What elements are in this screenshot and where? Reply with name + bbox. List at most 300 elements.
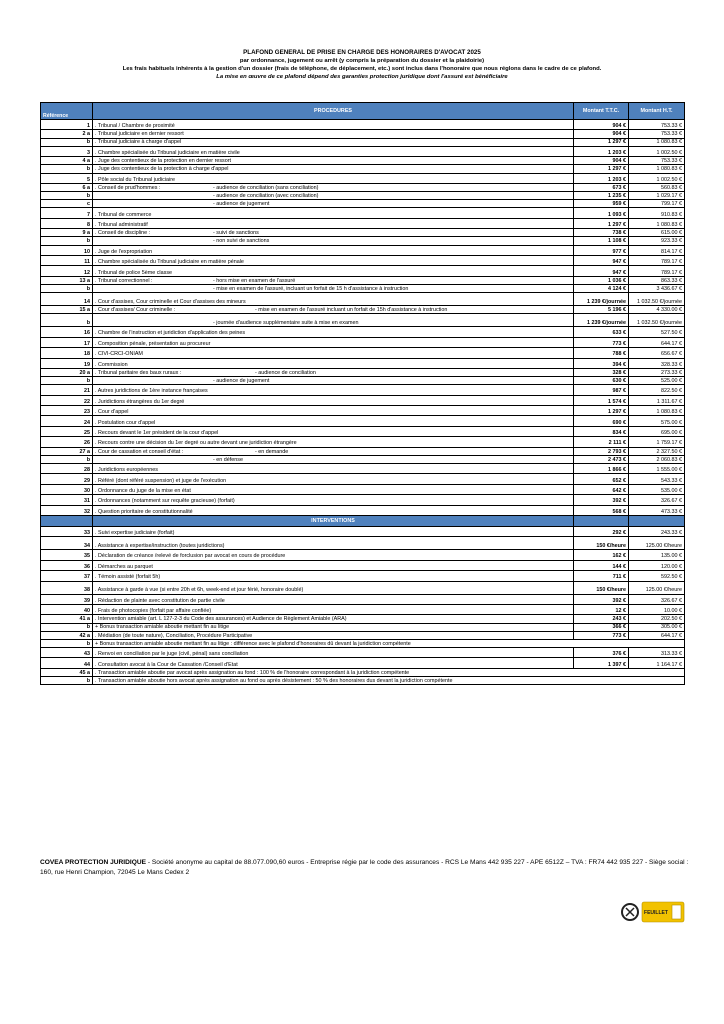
row-sublabel: - audience de conciliation (avec conciliation) xyxy=(213,193,319,199)
row-label: . Cour de cassation et conseil d'état : xyxy=(95,448,184,455)
row-amount-ht: 326.67 € xyxy=(629,495,685,505)
row-sublabel: - audience de jugement xyxy=(213,378,270,385)
row-label: . Tribunal judiciaire à charge d'appel xyxy=(95,139,182,146)
row-description xyxy=(93,581,574,594)
row-amount-ttc: 328 € xyxy=(574,368,629,376)
table-row xyxy=(41,266,685,276)
row-amount-ht: 863.33 € xyxy=(629,276,685,284)
table-row xyxy=(41,505,685,515)
row-amount-ttc: 1 239 €/journée xyxy=(574,293,629,306)
row-reference: 9 a xyxy=(41,229,93,237)
table-row xyxy=(41,560,685,570)
row-label: . Composition pénale, présentation au procureur xyxy=(95,340,211,347)
table-row xyxy=(41,293,685,306)
row-reference: 6 a xyxy=(41,183,93,191)
row-description xyxy=(93,146,574,156)
row-sublabel: - suivi de sanctions xyxy=(213,230,259,237)
row-amount-ht: 10.00 € xyxy=(629,604,685,614)
row-description xyxy=(93,138,574,146)
table-row xyxy=(41,120,685,130)
row-description xyxy=(93,327,574,337)
row-reference: b xyxy=(41,314,93,327)
row-amount-ht: 753.33 € xyxy=(629,157,685,165)
row-description xyxy=(93,314,574,327)
row-reference: 31 xyxy=(41,495,93,505)
row-amount-ht: 910.83 € xyxy=(629,208,685,218)
row-amount-ht: 135.00 € xyxy=(629,550,685,560)
row-amount-ht: 1 164.17 € xyxy=(629,658,685,668)
row-description xyxy=(93,623,574,631)
row-amount-ht: 527.50 € xyxy=(629,327,685,337)
section-title-interventions: INTERVENTIONS xyxy=(93,515,574,526)
row-description xyxy=(93,229,574,237)
table-row xyxy=(41,157,685,165)
row-description xyxy=(93,395,574,405)
row-amount-ht: 525.00 € xyxy=(629,377,685,385)
row-amount-ttc: 1 203 € xyxy=(574,146,629,156)
row-description xyxy=(93,157,574,165)
header-ht: Montant H.T. xyxy=(629,103,685,120)
row-reference: 42 a xyxy=(41,631,93,639)
row-reference: 1 xyxy=(41,120,93,130)
row-amount-ttc: 690 € xyxy=(574,416,629,426)
row-reference: 25 xyxy=(41,426,93,436)
row-label: . Juridictions étrangères du 1er degré xyxy=(95,398,185,405)
table-row xyxy=(41,677,685,685)
row-description xyxy=(93,285,574,293)
procedures-body xyxy=(41,120,685,516)
row-amount-ttc: 1 108 € xyxy=(574,237,629,245)
row-amount-ttc: 2 473 € xyxy=(574,455,629,463)
interventions-body xyxy=(41,526,685,684)
row-description xyxy=(93,368,574,376)
row-amount-ttc: 904 € xyxy=(574,120,629,130)
row-amount-ht: 1 080.83 € xyxy=(629,165,685,173)
row-amount-ttc: 1 866 € xyxy=(574,464,629,474)
row-reference: 29 xyxy=(41,474,93,484)
table-row xyxy=(41,426,685,436)
row-label: . Tribunal correctionnel : xyxy=(95,277,153,284)
row-description xyxy=(93,208,574,218)
row-amount-ht: 326.67 € xyxy=(629,594,685,604)
row-reference: b xyxy=(41,237,93,245)
row-label: . Médiation (de toute nature), Conciliation, Procédure Participative xyxy=(95,632,253,639)
row-amount-ht: 1 029.17 € xyxy=(629,192,685,200)
row-description xyxy=(93,218,574,228)
row-amount-ht: 753.33 € xyxy=(629,120,685,130)
row-sublabel: - mise en examen de l'assuré, incluant un forfait de 15 h d'assistance à instruction xyxy=(213,285,409,292)
row-label: . Frais de photocopies (forfait par affaire confiée) xyxy=(95,608,212,615)
row-amount-ht: 120.00 € xyxy=(629,560,685,570)
row-amount-ht: 305.00 € xyxy=(629,623,685,631)
row-amount-ttc: 4 124 € xyxy=(574,285,629,293)
header-reference: Référence xyxy=(41,103,93,120)
footer xyxy=(40,858,690,877)
row-amount-ht: 592.50 € xyxy=(629,571,685,581)
row-amount-ht: 822.50 € xyxy=(629,385,685,395)
table-row xyxy=(41,604,685,614)
table-row xyxy=(41,314,685,327)
row-amount-ttc: 1 574 € xyxy=(574,395,629,405)
row-description xyxy=(93,537,574,550)
row-label: . Déclaration de créance /relevé de forclusion par avocat en cours de procédure xyxy=(95,553,286,560)
row-label: . Témoin assisté (forfait 5h) xyxy=(95,574,161,581)
row-label: . Assistance à garde à vue (si entre 20h et 6h, week-end et jour férié, honoraire doublé) xyxy=(95,587,304,594)
row-label: . Consultation avocat à la Cour de Cassation /Conseil d'Etat xyxy=(95,661,238,668)
table-row xyxy=(41,276,685,284)
row-reference: b xyxy=(41,677,93,685)
row-label: + Bonus transaction amiable aboutie mettant fin au litige xyxy=(95,624,230,631)
row-description xyxy=(93,348,574,358)
row-amount-ht: 1 759.17 € xyxy=(629,437,685,447)
table-row xyxy=(41,395,685,405)
row-description xyxy=(93,200,574,208)
row-label: . Juge des contentieux de la protection en dernier ressort xyxy=(95,158,232,165)
table-row xyxy=(41,306,685,314)
document-subtitle: par ordonnance, jugement ou arrêt (y compris la préparation du dossier et la plaidoirie) xyxy=(239,58,485,64)
row-amount-ht: 575.00 € xyxy=(629,416,685,426)
row-description xyxy=(93,668,685,676)
fee-table xyxy=(40,102,685,685)
row-amount-ht: 644.17 € xyxy=(629,337,685,347)
row-amount-ttc: 394 € xyxy=(574,358,629,368)
row-reference: b xyxy=(41,138,93,146)
row-reference: b xyxy=(41,192,93,200)
row-amount-ttc: 630 € xyxy=(574,377,629,385)
row-amount-ttc: 162 € xyxy=(574,550,629,560)
row-amount-ht: 313.33 € xyxy=(629,648,685,658)
document-title: PLAFOND GENERAL DE PRISE EN CHARGE DES HONORAIRES D'AVOCAT 2025 xyxy=(243,49,481,56)
row-reference: b xyxy=(41,639,93,647)
row-amount-ttc: 1 203 € xyxy=(574,173,629,183)
row-amount-ht: 1 080.83 € xyxy=(629,218,685,228)
row-reference: 41 a xyxy=(41,615,93,623)
row-description xyxy=(93,165,574,173)
row-amount-ttc: 366 € xyxy=(574,623,629,631)
header-procedures: PROCEDURES xyxy=(93,103,574,120)
row-amount-ttc: 633 € xyxy=(574,327,629,337)
table-row xyxy=(41,668,685,676)
row-sublabel: - journée d'audience supplémentaire suite à mise en examen xyxy=(213,320,359,327)
row-reference: b xyxy=(41,455,93,463)
row-description xyxy=(93,677,685,685)
footer-company: COVEA PROTECTION JURIDIQUE xyxy=(40,859,146,866)
row-description xyxy=(93,120,574,130)
row-label: . Intervention amiable (art. L 127-2-3 du Code des assurances) et Audience de Règlement Amiable (ARA) xyxy=(95,616,347,623)
row-reference: 15 a xyxy=(41,306,93,314)
table-row xyxy=(41,368,685,376)
row-amount-ttc: 1 397 € xyxy=(574,658,629,668)
row-reference: 11 xyxy=(41,256,93,266)
row-reference: 3 xyxy=(41,146,93,156)
section-row-interventions xyxy=(41,515,685,526)
row-description xyxy=(93,495,574,505)
row-amount-ttc: 292 € xyxy=(574,526,629,536)
row-reference: 33 xyxy=(41,526,93,536)
row-label: . Commission xyxy=(95,361,128,368)
row-description xyxy=(93,484,574,494)
row-amount-ht: 1 080.83 € xyxy=(629,406,685,416)
row-amount-ht: 2 060.83 € xyxy=(629,455,685,463)
row-description xyxy=(93,594,574,604)
row-amount-ht: 535.00 € xyxy=(629,484,685,494)
table-row xyxy=(41,237,685,245)
row-reference: 44 xyxy=(41,658,93,668)
row-amount-ht: 328.33 € xyxy=(629,358,685,368)
row-description xyxy=(93,447,574,455)
row-amount-ttc: 376 € xyxy=(574,648,629,658)
table-row xyxy=(41,138,685,146)
table-row xyxy=(41,358,685,368)
row-description xyxy=(93,571,574,581)
row-amount-ttc: 1 297 € xyxy=(574,165,629,173)
interventions-section xyxy=(41,515,685,526)
row-amount-ttc: 904 € xyxy=(574,130,629,138)
row-amount-ht: 789.17 € xyxy=(629,256,685,266)
table-row xyxy=(41,526,685,536)
row-reference: 35 xyxy=(41,550,93,560)
row-amount-ttc: 392 € xyxy=(574,594,629,604)
row-amount-ht: 243.33 € xyxy=(629,526,685,536)
row-label: . Conseil de discipline : xyxy=(95,230,151,237)
table-row xyxy=(41,229,685,237)
table-row xyxy=(41,245,685,255)
row-label: . Cour d'appel xyxy=(95,409,129,416)
row-description xyxy=(93,337,574,347)
table-row xyxy=(41,165,685,173)
row-label: . Tribunal de police 5ème classe xyxy=(95,269,173,276)
row-sublabel: - audience de jugement xyxy=(213,201,270,208)
row-label: . Juge de l'expropriation xyxy=(95,248,153,255)
row-amount-ht: 814.17 € xyxy=(629,245,685,255)
row-reference: 36 xyxy=(41,560,93,570)
row-description xyxy=(93,245,574,255)
row-amount-ht: 1 002.50 € xyxy=(629,173,685,183)
table-row xyxy=(41,639,685,647)
row-reference: 13 a xyxy=(41,276,93,284)
row-amount-ht: 753.33 € xyxy=(629,130,685,138)
table-row xyxy=(41,173,685,183)
row-label: . Recours contre une décision du 1er degré ou autre devant une juridiction étrangère xyxy=(95,440,297,447)
row-reference: 18 xyxy=(41,348,93,358)
row-label: . Autres juridictions de 1ère instance françaises xyxy=(95,388,208,395)
row-amount-ttc: 1 297 € xyxy=(574,218,629,228)
row-reference: c xyxy=(41,200,93,208)
table-row xyxy=(41,285,685,293)
table-row xyxy=(41,658,685,668)
row-description xyxy=(93,455,574,463)
row-reference: b xyxy=(41,165,93,173)
row-amount-ttc: 1 235 € xyxy=(574,192,629,200)
row-amount-ht: 543.33 € xyxy=(629,474,685,484)
table-row xyxy=(41,464,685,474)
row-label: . Tribunal / Chambre de proximité xyxy=(95,123,175,130)
row-amount-ttc: 568 € xyxy=(574,505,629,515)
row-label: . Tribunal administratif xyxy=(95,221,148,228)
row-reference: 16 xyxy=(41,327,93,337)
document-italic-note: La mise en œuvre de ce plafond dépend des garanties protection juridique dont l'assuré est bénéficiaire xyxy=(216,74,508,80)
row-amount-ht: 656.67 € xyxy=(629,348,685,358)
row-label: . CIVI-CRCI-ONIAM xyxy=(95,351,143,358)
table-row xyxy=(41,455,685,463)
row-description xyxy=(93,560,574,570)
row-amount-ttc: 1 036 € xyxy=(574,276,629,284)
row-description xyxy=(93,237,574,245)
row-amount-ttc: 773 € xyxy=(574,631,629,639)
table-row xyxy=(41,406,685,416)
row-reference: 40 xyxy=(41,604,93,614)
row-label: . Chambre de l'instruction et juridiction d'application des peines xyxy=(95,330,246,337)
row-amount-ttc: 392 € xyxy=(574,495,629,505)
row-label: . Ordonnance du juge de la mise en état xyxy=(95,487,191,494)
row-reference: 7 xyxy=(41,208,93,218)
row-amount-ht: 4 330.00 € xyxy=(629,306,685,314)
row-sublabel: - hors mise en examen de l'assuré xyxy=(213,277,296,284)
row-description xyxy=(93,416,574,426)
document-header xyxy=(40,48,684,82)
row-amount-ttc: 5 196 € xyxy=(574,306,629,314)
table-row xyxy=(41,348,685,358)
row-label: . Assistance à expertise/instruction (toutes juridictions) xyxy=(95,543,225,550)
row-amount-ttc: 642 € xyxy=(574,484,629,494)
table-row xyxy=(41,437,685,447)
row-reference: 24 xyxy=(41,416,93,426)
table-row xyxy=(41,537,685,550)
row-amount-ttc: 959 € xyxy=(574,200,629,208)
row-description xyxy=(93,526,574,536)
row-amount-ttc: 2 111 € xyxy=(574,437,629,447)
row-amount-ttc: 738 € xyxy=(574,229,629,237)
table-row xyxy=(41,327,685,337)
table-row xyxy=(41,377,685,385)
row-amount-ht: 202.50 € xyxy=(629,615,685,623)
table-row xyxy=(41,631,685,639)
table-row xyxy=(41,495,685,505)
row-description xyxy=(93,173,574,183)
row-reference: 34 xyxy=(41,537,93,550)
row-amount-ttc: 2 793 € xyxy=(574,447,629,455)
table-row xyxy=(41,146,685,156)
row-reference: 43 xyxy=(41,648,93,658)
row-amount-ht: 695.00 € xyxy=(629,426,685,436)
table-row xyxy=(41,192,685,200)
table-row xyxy=(41,200,685,208)
row-label: . Renvoi en conciliation par le juge (civil, pénal) sans conciliation xyxy=(95,651,249,658)
table-row xyxy=(41,648,685,658)
row-description xyxy=(93,130,574,138)
row-label: . Juge des contentieux de la protection à charge d'appel xyxy=(95,166,229,173)
row-description xyxy=(93,377,574,385)
row-label: . Transaction amiable aboutie par avocat après assignation au fond : 100 % de l'honoraire correspondant à la juridiction compétente xyxy=(95,669,410,676)
row-label: . Démarches au parquet xyxy=(95,563,153,570)
row-reference: 21 xyxy=(41,385,93,395)
row-reference: 32 xyxy=(41,505,93,515)
row-reference: 8 xyxy=(41,218,93,228)
row-amount-ttc: 1 093 € xyxy=(574,208,629,218)
row-label: . Juridictions européennes xyxy=(95,467,158,474)
row-amount-ttc: 987 € xyxy=(574,385,629,395)
row-reference: b xyxy=(41,623,93,631)
row-label: . Tribunal judiciaire en dernier ressort xyxy=(95,131,184,138)
row-amount-ht: 923.33 € xyxy=(629,237,685,245)
row-reference: 38 xyxy=(41,581,93,594)
row-description xyxy=(93,306,574,314)
row-amount-ht: 1 080.83 € xyxy=(629,138,685,146)
table-row xyxy=(41,550,685,560)
table-header-row xyxy=(41,103,685,120)
row-sublabel: - audience de conciliation xyxy=(255,369,316,376)
row-label: . Suivi expertise judiciaire (forfait) xyxy=(95,530,175,537)
row-label: . Ordonnances (notamment sur requête gracieuse) (forfait) xyxy=(95,498,235,505)
header-ttc: Montant T.T.C. xyxy=(574,103,629,120)
row-reference: 37 xyxy=(41,571,93,581)
row-amount-ht: 644.17 € xyxy=(629,631,685,639)
row-label: . Chambre spécialisée du Tribunal judiciaire en matière civile xyxy=(95,149,240,156)
row-amount-ttc: 947 € xyxy=(574,256,629,266)
row-reference: 10 xyxy=(41,245,93,255)
row-reference: 17 xyxy=(41,337,93,347)
row-reference: 20 a xyxy=(41,368,93,376)
row-reference: 30 xyxy=(41,484,93,494)
row-amount-ht: 1 032.50 €/journée xyxy=(629,314,685,327)
feuillet-logo-icon xyxy=(618,896,688,924)
row-reference: 26 xyxy=(41,437,93,447)
row-reference: 39 xyxy=(41,594,93,604)
row-description xyxy=(93,648,574,658)
row-description xyxy=(93,464,574,474)
row-label: . Recours devant le 1er président de la cour d'appel xyxy=(95,429,219,436)
row-amount-ht: 2 327.50 € xyxy=(629,447,685,455)
table-row xyxy=(41,474,685,484)
table-row xyxy=(41,623,685,631)
row-label: . Pôle social du Tribunal judiciaire xyxy=(95,176,176,183)
row-reference: 19 xyxy=(41,358,93,368)
table-row xyxy=(41,130,685,138)
row-description xyxy=(93,293,574,306)
row-amount-ht: 3 436.67 € xyxy=(629,285,685,293)
row-reference: 14 xyxy=(41,293,93,306)
row-reference: 23 xyxy=(41,406,93,416)
row-description xyxy=(93,437,574,447)
row-description xyxy=(93,505,574,515)
row-reference: 28 xyxy=(41,464,93,474)
row-amount-ttc: 243 € xyxy=(574,615,629,623)
row-reference: 2 a xyxy=(41,130,93,138)
row-description xyxy=(93,639,685,647)
row-description xyxy=(93,183,574,191)
row-amount-ht: 560.83 € xyxy=(629,183,685,191)
row-amount-ttc: 1 239 €/journée xyxy=(574,314,629,327)
row-description xyxy=(93,276,574,284)
row-amount-ttc: 12 € xyxy=(574,604,629,614)
row-amount-ttc: 711 € xyxy=(574,571,629,581)
row-amount-ht: 273.33 € xyxy=(629,368,685,376)
table-row xyxy=(41,218,685,228)
row-description xyxy=(93,358,574,368)
row-description xyxy=(93,474,574,484)
row-reference: 5 xyxy=(41,173,93,183)
row-amount-ttc: 652 € xyxy=(574,474,629,484)
row-label: . Transaction amiable aboutie hors avocat après assignation au fond ou après désistement : 50 % des honoraires dus devant la juridiction compétente xyxy=(95,677,453,684)
table-row xyxy=(41,183,685,191)
row-sublabel: - non suivi de sanctions xyxy=(213,238,270,245)
row-label: . Postulation cour d'appel xyxy=(95,419,156,426)
footer-text: - Société anonyme au capital de 88.077.090,60 euros - Entreprise régie par le code des assurances - RCS Le Mans 442 935 227 - APE 6512Z – TVA : FR74 442 935 227 - Siège social : 160, rue Henri Champion, 72045 Le Mans Cedex 2 xyxy=(40,859,689,876)
row-amount-ttc: 1 297 € xyxy=(574,138,629,146)
table-row xyxy=(41,416,685,426)
row-label: + Bonus transaction amiable aboutie mettant fin au litige : différence avec le plafond d'honoraires dû devant la juridiction compétente xyxy=(95,640,411,647)
table-row xyxy=(41,385,685,395)
